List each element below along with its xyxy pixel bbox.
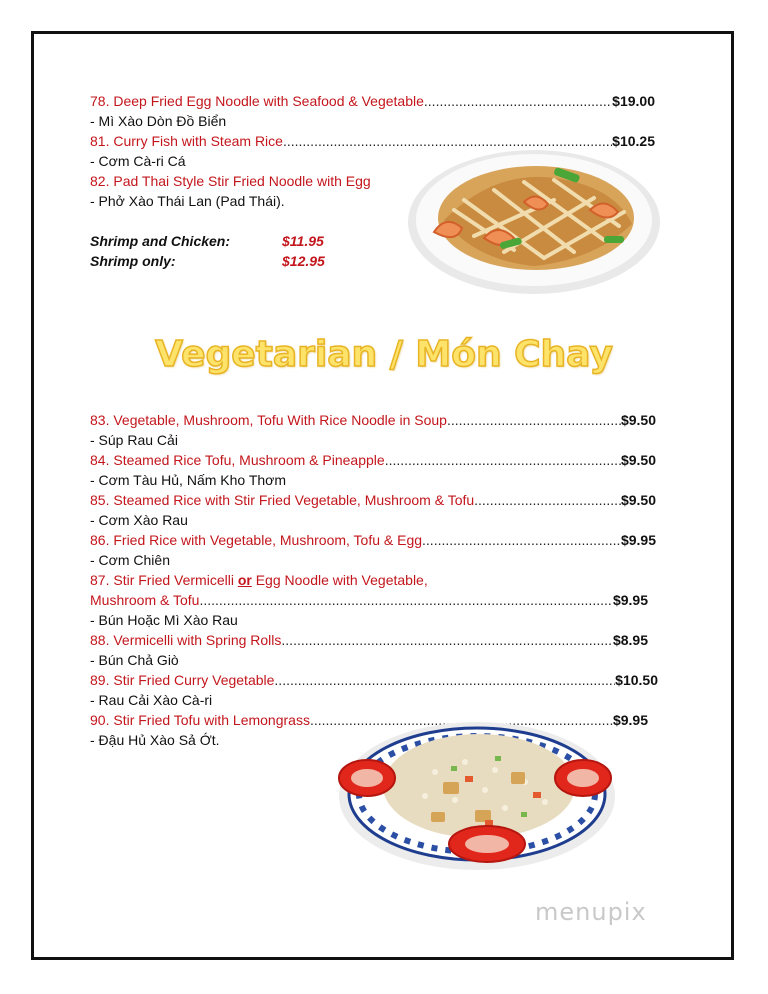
fried-rice-plate-image — [335, 712, 620, 874]
item-price: $9.95 — [612, 592, 648, 608]
item-price: $19.00 — [612, 93, 655, 109]
dot-leader — [424, 91, 612, 111]
item-vietnamese-name: - Đậu Hủ Xào Sả Ớt. — [90, 732, 220, 748]
menu-item-78 — [90, 91, 655, 111]
item-name: 83. Vegetable, Mushroom, Tofu With Rice Noodle in Soup — [90, 412, 447, 428]
item-name: 78. Deep Fried Egg Noodle with Seafood & Vegetable — [90, 93, 424, 109]
dot-leader — [274, 670, 615, 690]
dot-leader — [281, 630, 613, 650]
option-label: Shrimp only: — [90, 253, 176, 269]
item-vietnamese-name: - Cơm Cà-ri Cá — [90, 153, 186, 169]
or-emphasis: or — [237, 572, 252, 588]
dot-leader — [385, 450, 621, 470]
item-vietnamese-name: - Cơm Xào Rau — [90, 512, 188, 528]
menu-item-82: 82. Pad Thai Style Stir Fried Noodle with Egg — [90, 173, 371, 189]
item-price: $9.50 — [620, 452, 656, 468]
item-name: 90. Stir Fried Tofu with Lemongrass — [90, 712, 310, 728]
item-name-part: 87. Stir Fried Vermicelli — [90, 572, 238, 588]
item-price: $10.25 — [612, 133, 655, 149]
dot-leader — [199, 590, 612, 610]
menu-item-83 — [90, 410, 656, 430]
item-price: $9.95 — [620, 532, 656, 548]
option-price: $11.95 — [282, 233, 324, 249]
item-name: 89. Stir Fried Curry Vegetable — [90, 672, 275, 688]
dot-leader — [474, 490, 621, 510]
option-label: Shrimp and Chicken: — [90, 233, 231, 249]
item-name: 81. Curry Fish with Steam Rice — [90, 133, 283, 149]
menu-item-87-line1 — [90, 570, 428, 590]
menu-item-84 — [90, 450, 656, 470]
dot-leader — [447, 410, 621, 430]
option-price: $12.95 — [282, 253, 325, 269]
item-vietnamese-name: - Phở Xào Thái Lan (Pad Thái). — [90, 193, 285, 209]
item-vietnamese-name: - Bún Hoặc Mì Xào Rau — [90, 612, 238, 628]
item-price: $9.50 — [620, 412, 656, 428]
item-vietnamese-name: - Cơm Chiên — [90, 552, 170, 568]
item-name-part: Egg Noodle with Vegetable, — [251, 572, 428, 588]
menu-item-89 — [90, 670, 658, 690]
item-name: 84. Steamed Rice Tofu, Mushroom & Pineapple — [90, 452, 385, 468]
item-price: $10.50 — [615, 672, 658, 688]
dot-leader — [422, 530, 621, 550]
item-vietnamese-name: - Mì Xào Dòn Đồ Biển — [90, 113, 227, 129]
item-name: 85. Steamed Rice with Stir Fried Vegetable, Mushroom & Tofu — [90, 492, 475, 508]
menu-item-87-line2 — [90, 590, 648, 610]
item-name: Mushroom & Tofu — [90, 592, 200, 608]
watermark-logo: menupix — [535, 898, 647, 926]
item-price: $9.95 — [612, 712, 648, 728]
section-heading: Vegetarian / Món Chay — [155, 334, 613, 375]
menu-item-85 — [90, 490, 656, 510]
pad-thai-plate-image — [404, 140, 662, 298]
item-vietnamese-name: - Cơm Tàu Hủ, Nấm Kho Thơm — [90, 472, 287, 488]
item-name: 86. Fried Rice with Vegetable, Mushroom, Tofu & Egg — [90, 532, 423, 548]
item-price: $8.95 — [612, 632, 648, 648]
menu-item-86 — [90, 530, 656, 550]
menu-item-88 — [90, 630, 648, 650]
item-name: 88. Vermicelli with Spring Rolls — [90, 632, 282, 648]
item-vietnamese-name: - Rau Cải Xào Cà-ri — [90, 692, 213, 708]
item-price: $9.50 — [620, 492, 656, 508]
item-vietnamese-name: - Súp Rau Cải — [90, 432, 178, 448]
item-vietnamese-name: - Bún Chả Giò — [90, 652, 179, 668]
